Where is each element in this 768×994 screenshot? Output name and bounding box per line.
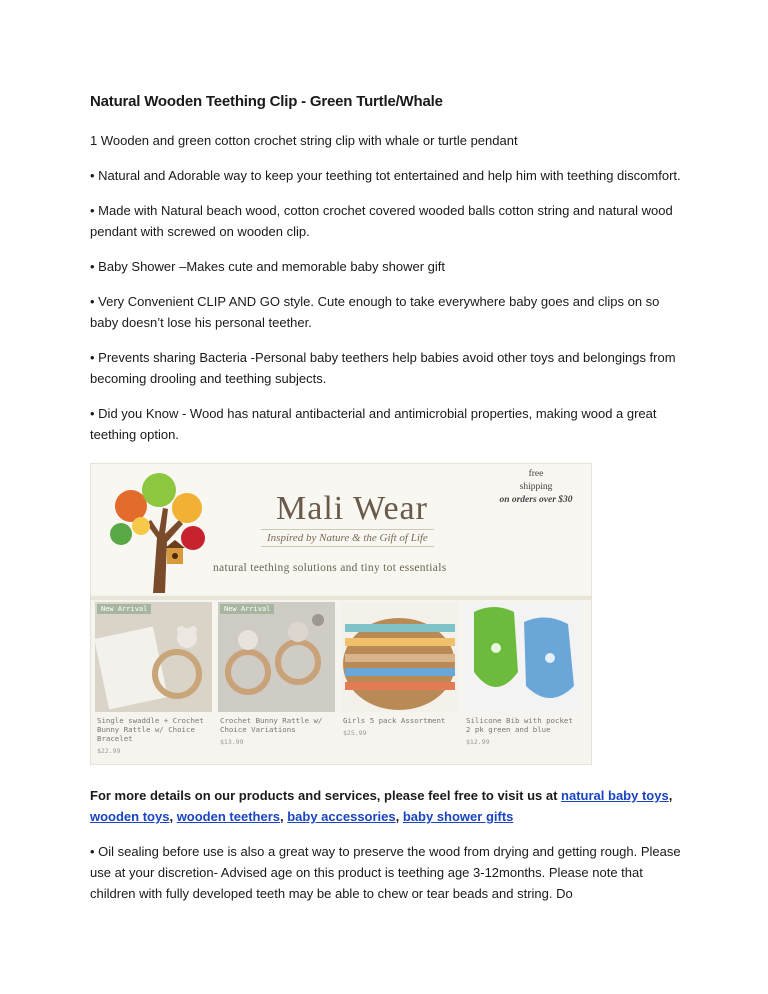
paragraph: • Very Convenient CLIP AND GO style. Cute enough to take everywhere baby goes and clips on so baby doesn’t lose his personal teether. (90, 294, 660, 330)
clip-assortment-photo (341, 602, 458, 712)
paragraph: 1 Wooden and green cotton crochet string clip with whale or turtle pendant (90, 133, 518, 148)
shipping-note (496, 468, 576, 507)
link-wooden-teethers[interactable]: wooden teethers (176, 809, 280, 824)
paragraph: • Did you Know - Wood has natural antibacterial and antimicrobial properties, making wood a great teething option. (90, 406, 657, 442)
product-card (341, 602, 458, 762)
product-thumbnail (341, 602, 458, 712)
tree-logo-icon (101, 468, 211, 593)
document-body (90, 92, 690, 918)
paragraph: • Made with Natural beach wood, cotton crochet covered wooded balls cotton string and natural wood pendant with screwed on wooden clip. (90, 203, 673, 239)
link-baby-shower-gifts[interactable]: baby shower gifts (402, 809, 514, 824)
product-badge: New Arrival (220, 604, 274, 614)
product-card (95, 602, 212, 762)
product-caption: Silicone Bib with pocket 2 pk green and blue (466, 716, 573, 734)
paragraph: • Baby Shower –Makes cute and memorable baby shower gift (90, 259, 446, 274)
silicone-bib-photo (464, 602, 581, 712)
shipping-line: on orders over $30 (499, 495, 573, 505)
link-baby-accessories[interactable]: baby accessories (287, 809, 396, 824)
bunny-rattle-photo (218, 602, 335, 712)
product-thumbnail (218, 602, 335, 712)
banner-header (91, 464, 591, 594)
paragraph: • Natural and Adorable way to keep your teething tot entertained and help him with teething discomfort. (90, 168, 681, 183)
product-price: $13.99 (220, 738, 244, 746)
paragraph: • Oil sealing before use is also a great way to preserve the wood from drying and getting rough. Please use at your discretion- Advised age on this product is teething age 3-12months. Please note that children with fully developed teeth may be able to chew or tear beads and string. Do (90, 844, 681, 901)
banner-divider (91, 596, 591, 600)
link-separator: , (169, 809, 177, 824)
product-badge: New Arrival (97, 604, 151, 614)
link-separator: , (395, 809, 403, 824)
brand-subtitle: natural teething solutions and tiny tot essentials (213, 562, 447, 574)
details-intro: For more details on our products and services, please feel free to visit us at (90, 788, 562, 803)
details-paragraph (90, 785, 690, 827)
paragraph: • Prevents sharing Bacteria -Personal baby teethers help babies avoid other toys and belongings from becoming drooling and teething subjects. (90, 350, 676, 386)
product-price: $12.99 (466, 738, 490, 746)
product-thumbnail (95, 602, 212, 712)
product-caption: Crochet Bunny Rattle w/ Choice Variations (220, 716, 323, 734)
product-grid (95, 602, 587, 762)
product-thumbnail (464, 602, 581, 712)
document-title: Natural Wooden Teething Clip - Green Turtle/Whale (90, 93, 443, 110)
product-caption: Girls 5 pack Assortment (343, 716, 446, 725)
product-caption: Single swaddle + Crochet Bunny Rattle w/ Choice Bracelet (97, 716, 204, 743)
link-separator: , (279, 809, 288, 824)
product-price: $25.99 (343, 729, 367, 737)
product-price: $22.99 (97, 747, 121, 755)
shipping-line: free (528, 469, 544, 479)
link-separator: , (668, 788, 673, 803)
brand-name: Mali Wear (276, 490, 428, 527)
swaddle-rattle-photo (95, 602, 212, 712)
brand-tagline: Inspired by Nature & the Gift of Life (261, 529, 434, 547)
link-natural-baby-toys[interactable]: natural baby toys (561, 788, 669, 803)
shipping-line: shipping (519, 482, 553, 492)
store-banner-image (90, 463, 592, 765)
product-card (464, 602, 581, 762)
link-wooden-toys[interactable]: wooden toys (90, 809, 170, 824)
product-card (218, 602, 335, 762)
